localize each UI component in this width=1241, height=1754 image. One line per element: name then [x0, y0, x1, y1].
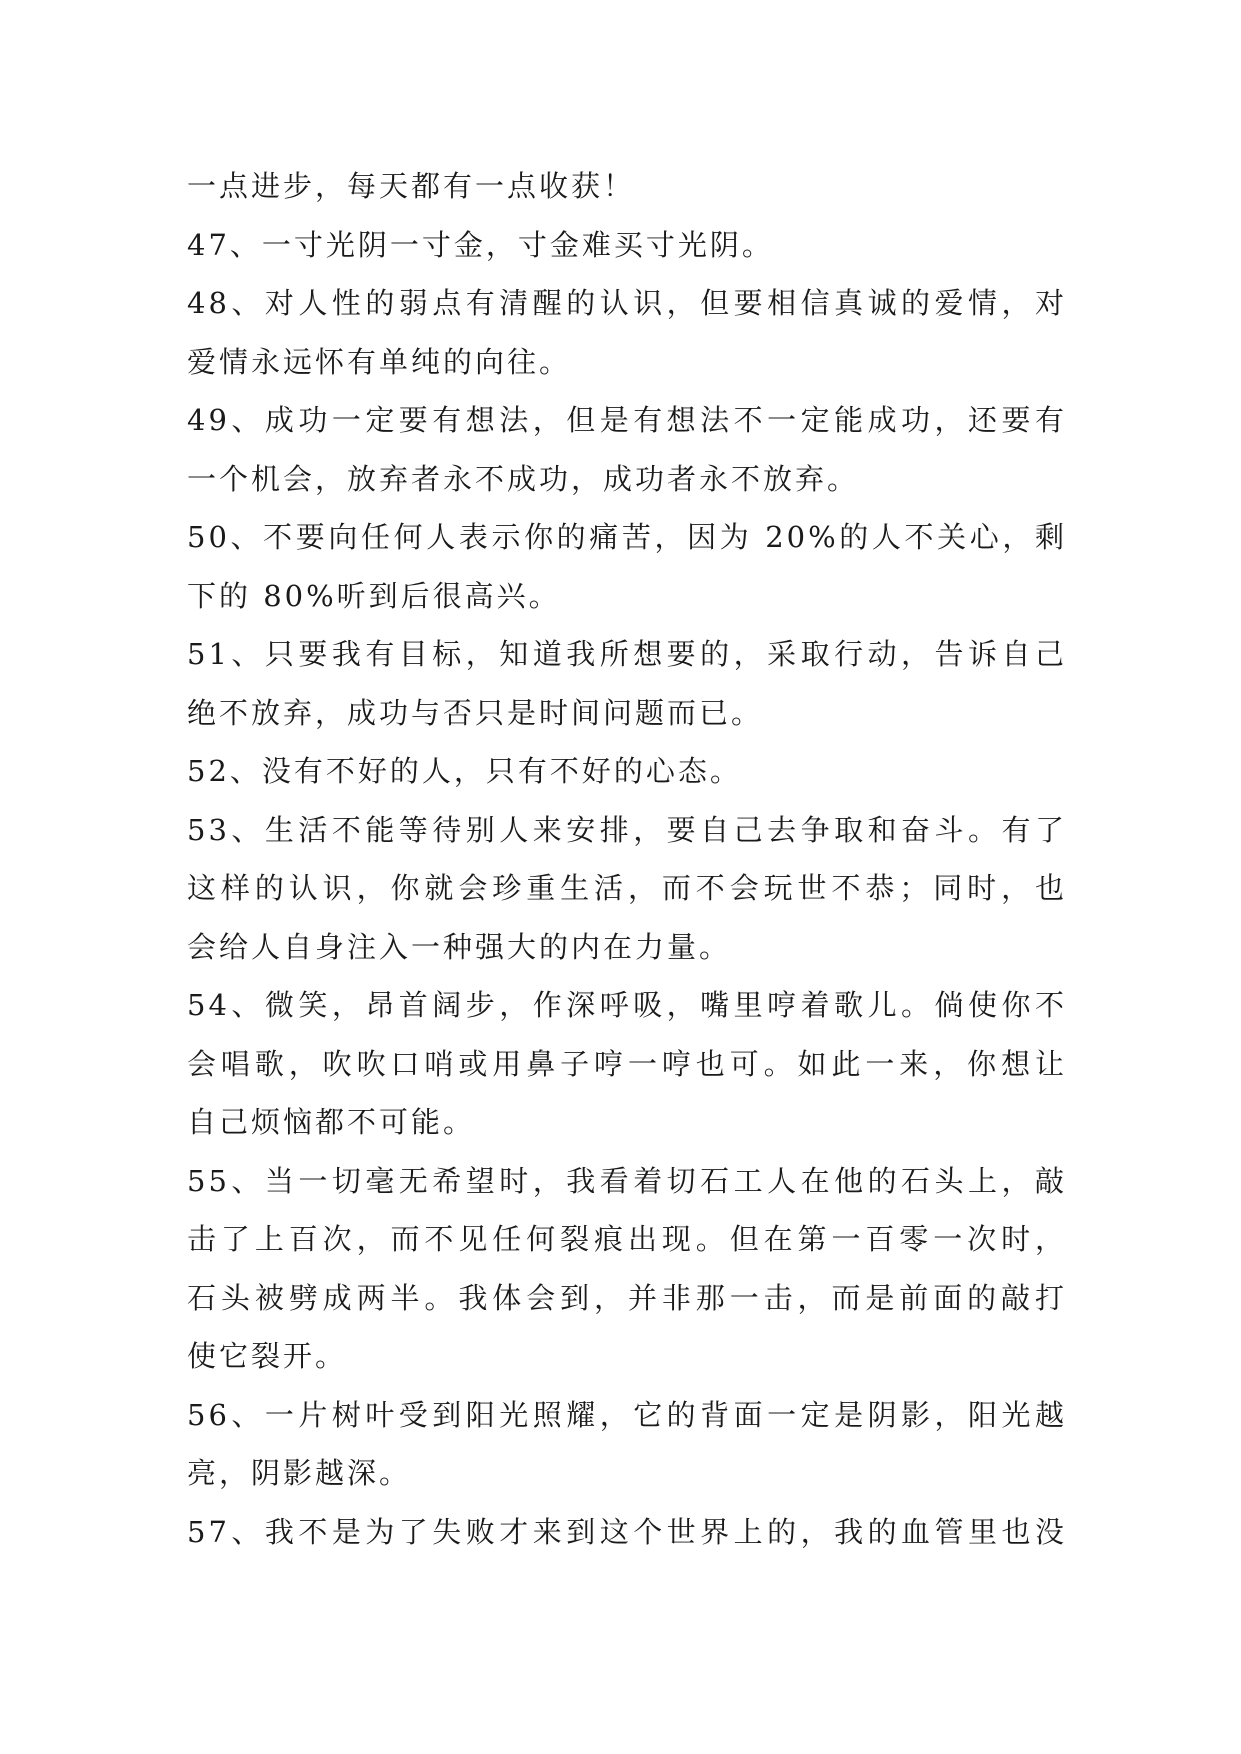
text-line: 会唱歌，吹吹口哨或用鼻子哼一哼也可。如此一来，你想让 [187, 1046, 1067, 1081]
text-line: 52、没有不好的人，只有不好的心态。 [187, 754, 742, 788]
text-line: 48、对人性的弱点有清醒的认识，但要相信真诚的爱情，对 [187, 286, 1067, 320]
text-line: 50、不要向任何人表示你的痛苦，因为 20%的人不关心，剩 [187, 520, 1067, 554]
text-line: 一个机会，放弃者永不成功，成功者永不放弃。 [187, 461, 860, 496]
text-line: 使它裂开。 [187, 1339, 348, 1373]
text-line: 一点进步，每天都有一点收获！ [187, 169, 636, 203]
text-line: 自己烦恼都不可能。 [187, 1105, 476, 1139]
text-line: 53、生活不能等待别人来安排，要自己去争取和奋斗。有了 [187, 812, 1067, 847]
text-line: 会给人自身注入一种强大的内在力量。 [187, 929, 732, 964]
text-line: 55、当一切毫无希望时，我看着切石工人在他的石头上，敲 [187, 1163, 1067, 1198]
text-line: 57、我不是为了失败才来到这个世界上的，我的血管里也没 [187, 1514, 1067, 1549]
text-line: 这样的认识，你就会珍重生活，而不会玩世不恭；同时，也 [187, 871, 1067, 905]
text-line: 下的 80%听到后很高兴。 [187, 578, 561, 613]
text-line: 49、成功一定要有想法，但是有想法不一定能成功，还要有 [187, 403, 1067, 437]
text-line: 56、一片树叶受到阳光照耀，它的背面一定是阴影，阳光越 [187, 1397, 1067, 1432]
document-body [187, 157, 1067, 1561]
text-line: 54、微笑，昂首阔步，作深呼吸，嘴里哼着歌儿。倘使你不 [187, 988, 1067, 1022]
text-line: 亮，阴影越深。 [187, 1456, 412, 1490]
text-line: 击了上百次，而不见任何裂痕出现。但在第一百零一次时， [187, 1222, 1067, 1256]
text-line: 爱情永远怀有单纯的向往。 [187, 344, 572, 379]
text-line: 51、只要我有目标，知道我所想要的，采取行动，告诉自己 [187, 637, 1067, 671]
text-line: 石头被劈成两半。我体会到，并非那一击，而是前面的敲打 [187, 1280, 1067, 1315]
text-line: 47、一寸光阴一寸金，寸金难买寸光阴。 [187, 227, 774, 262]
text-line: 绝不放弃，成功与否只是时间问题而已。 [187, 695, 764, 730]
